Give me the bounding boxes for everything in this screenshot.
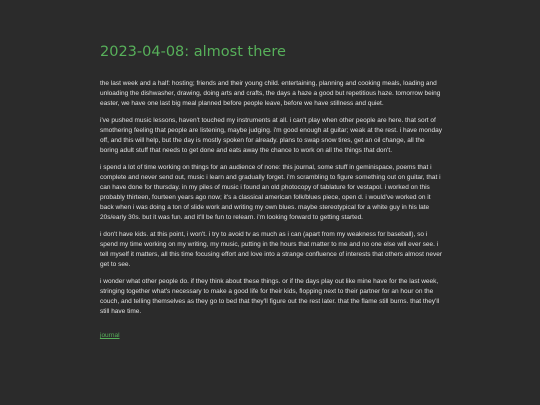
journal-tag-link[interactable]: journal [100,332,120,340]
post-paragraph-3: i spend a lot of time working on things for an audience of none: this journal, some stuff in geminispace, poems that i complete and never send out, music i learn and gradually forget. i'm scrambling to figure something out on guitar, that i can have done for thursday. in my piles of music i found an old photocopy of tablature for vestapol. i worked on this probably thirteen, fourteen years ago now; it's a classical american folk/blues piece, open d. i would've worked on it back when i was doing a ton of slide work and writing my own blues. maybe stereotypical for a white guy in his late 20s/early 30s. but it was fun. and it'll be fun to relearn. i'm looking forward to getting started. [100,164,441,222]
post-paragraph-1: the last week and a half: hosting; friends and their young child. entertaining, planning and cooking meals, loading and unloading the dishwasher, drawing, doing arts and crafts, the days a haze a good but repetitious haze. tomorrow being easter, we have one last big meal planned before people leave, before we have stillness and quiet. [100,80,441,108]
post-paragraph-5: i wonder what other people do. if they think about these things. or if the days play out like mine have for the last week, stringing together what's necessary to make a good life for their kids, flopping next to their partner for an hour on the couch, and telling themselves as they go to bed that they'll figure out the rest later. that the flame still burns. that they'll still have time. [100,278,440,316]
post-title: 2023-04-08: almost there [100,44,286,60]
post-paragraph-2: i've pushed music lessons, haven't touched my instruments at all. i can't play when other people are here. that sort of smothering feeling that people are listening, maybe judging. i'm good enough at guitar; weak at the rest. i have monday off, and this will help, but the day is mostly spoken for already. plans to swap snow tires, get an oil change, all the boring adult stuff that needs to get done and eats away the chance to work on all the things that don't. [100,117,442,155]
post-paragraph-4: i don't have kids. at this point, i won't. i try to avoid tv as much as i can (apart from my weakness for baseball), so i spend my time working on my writing, my music, putting in the hours that matter to me and no one else will ever see. i tell myself it matters, all this time focusing effort and love into a strange confluence of interests that others almost never get to see. [100,231,443,269]
journal-post [100,44,443,342]
